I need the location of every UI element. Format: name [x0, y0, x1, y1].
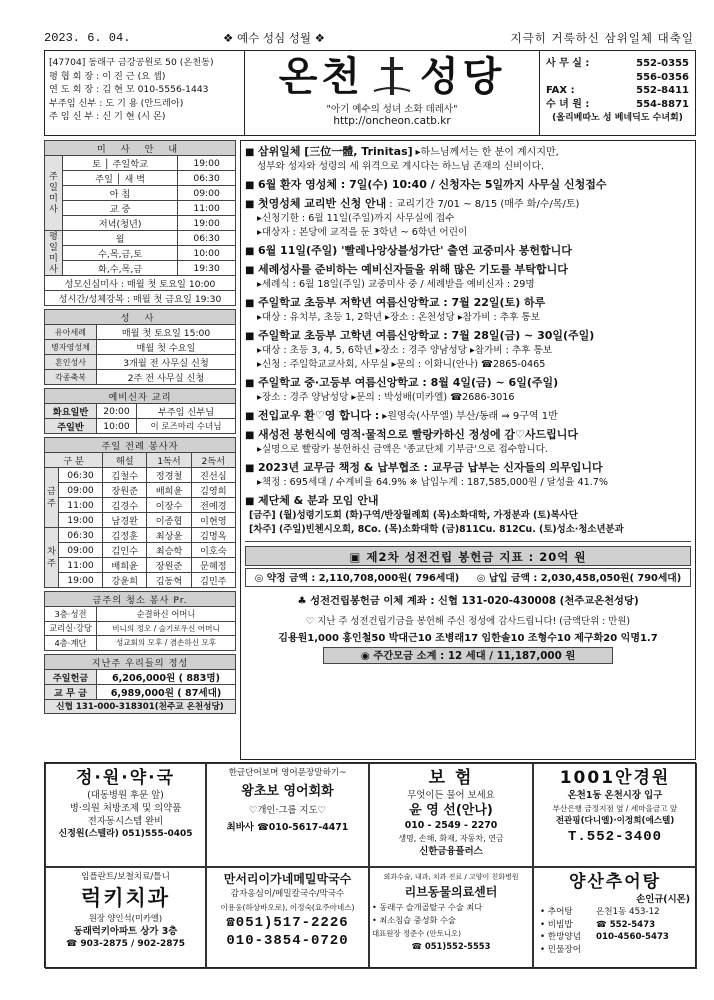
sacrament-name: 유아세례	[45, 325, 97, 340]
pastor: 주 임 신 부 : 신 기 현 (시 몬)	[49, 111, 166, 122]
weekday-row-0: 월	[63, 231, 178, 246]
offering-account: 신협 131-000-318301(천주교 온천성당)	[45, 699, 236, 714]
sacrament-value: 매월 첫 토요일 15:00	[97, 325, 236, 340]
servers-header: 해설	[103, 453, 147, 468]
ad-restaurant: 양산추어탕 손인규(시몬) • 추어탕 • 비빔밥 • 한방양념 • 민물장어 온천1동 453-12 ☎ 552-5473 010-4560-5473	[533, 867, 697, 969]
fund-account: ♣ 성전건립봉헌금 이체 계좌 : 신협 131-020-430008 (천주교온천성당)	[297, 595, 639, 607]
offering-table: 지난주 우리들의 정성 주일헌금 6,206,000원 ( 883명) 교 무 금 6,989,000원 ( 87세대) 신협 131-000-318301(천주교 온천성당)	[44, 654, 236, 715]
contact-convent: 수 녀 원 : 554-8871	[546, 98, 689, 110]
ad-optician: 1001안경원 온천1동 온천시장 입구 부산은행 금정지점 옆 / 세마을금고 앞 전관핑(다니엘)·이정희(에스텔) T.552-3400	[533, 763, 697, 867]
ad-pharmacy: 정·원·약·국 (대동병원 후문 앞) 병·의원 처방조제 및 의약품 전자동시스템 완비 신정원(스텔라) 051)555-0405	[45, 763, 206, 867]
notice-gratitude: ■ 새성전 봉헌식에 영적·물적으로 빨랑카하신 정성에 감♡사드립니다 ▸실명으로 빨랑카 봉헌하신 금액은 '종교단체 기부금'으로 접수합니다.	[245, 428, 691, 457]
sacrament-name: 각종축복	[45, 370, 97, 385]
building-fund	[245, 541, 691, 664]
assistant-priest: 부주임 신부 : 도 기 용 (안드레아)	[49, 97, 184, 109]
council-president: 평 협 회 장 : 이 진 근 (요 셉)	[49, 70, 166, 82]
weekday-row-2: 화,수,목,금	[63, 261, 178, 276]
ad-english: 한글단어보며 영어문장말하기~ 왕초보 영어회화 ♡개인·그룹 지도♡ 최바사 ☎010-5617-4471	[206, 763, 369, 867]
parish-info	[45, 51, 245, 135]
notice-camp-youth: ■ 주일학교 중·고등부 여름신앙학교 : 8월 4일(금) ~ 6일(주일) ▸장소 : 경주 양남성당 ▸문의 : 박성배(미카엘) ☎2686-3016	[245, 376, 691, 405]
marian-mass: 성모신심미사 : 매월 첫 토요일 10:00	[45, 276, 236, 291]
notice-first-communion: ■ 첫영성체 교리반 신청 안내 : 교리기간 7/01 ~ 8/15 (매주 화/수/목/토) ▸신청기한 : 6월 11일(주일)까지 사무실에 접수 ▸대상자 : 본당에 교적을 둔 3학년 ~ 6학년 어린이	[245, 197, 691, 240]
ad-insurance: 보 험 무엇이든 물어 보세요 윤 영 선(안나) 010 - 2549 - 2270 생명, 손해, 화재, 자동차, 연금 신한금융플러스	[369, 763, 533, 867]
class-day: 화요일반	[45, 404, 97, 419]
patron-saint: "아기 예수의 성녀 소화 데레사"	[326, 104, 458, 115]
feast-title: 지극히 거룩하신 삼위일체 대축일	[510, 31, 694, 45]
notice-camp-upper: ■ 주일학교 초등부 고학년 여름신앙학교 : 7월 28일(금) ~ 30일(주일) ▸대상 : 초등 3, 4, 5, 6학년 ▸장소 : 경주 양남성당 ▸참가비 : 추후 통보 ▸신청 : 주일학교교사회, 사무실 ▸문의 : 이화니(안나) ☎2865-0465	[245, 329, 691, 372]
servers-table: 주일 전례 봉사자 구 분 해설 1독서 2독서 금주 06:30 김철수 정경철 진선심 09:00 장원준 배희윤 김영희 11:00 김경수 이장수 전예경 19:00 남경완 이종협 이현영 차주 06:30 김정훈 최상윤 김명옥 09:00 김인수 최승학 이호숙 11:00 배희윤 장원준 문혜정 19:00 강윤희 김동혁 김민주	[44, 437, 236, 588]
fund-thanks: ♡ 지난 주 성전건립기금을 봉헌해 주신 정성에 감사드립니다! (금액단위 : 만원)	[305, 616, 631, 627]
notice-meetings: ■ 제단체 & 분과 모임 안내 [금주] (월)성령기도회 (화)구역/반장월례회 (목)소화대학, 가정분과 (토)복사단 [차주] (주일)빈첸시오회, 8Co. (목)소화대학 (금)811Cu. 812Cu. (토)성소·청소년분과	[245, 494, 691, 537]
sacrament-value: 매월 첫 수요일	[97, 340, 236, 355]
mass-row-4: 저녁(청년)	[63, 216, 178, 231]
this-week-label: 금주	[45, 468, 59, 528]
servers-header: 구 분	[45, 453, 103, 468]
fund-target: ▣ 제2차 성전건립 봉헌금 지표 : 20억 원	[245, 546, 691, 566]
sacrament-value: 3개월 전 사무실 신청	[97, 355, 236, 370]
mass-row-2: 아 침	[63, 186, 178, 201]
fund-donors: 김용원1,000 홍인철50 박대근10 조병래17 임한솔10 조형수10 제구화20 익명1.7	[278, 633, 658, 644]
notice-choir: ■ 6월 11일(주일) '빨레나앙상블성가단' 출연 교중미사 봉헌합니다	[245, 244, 691, 259]
fund-weekly-total: ◉ 주간모금 소계 : 12 세대 / 11,187,000 원	[323, 647, 613, 664]
holy-hour: 성시간/성체강복 : 매월 첫 금요일 19:30	[45, 291, 236, 306]
servers-title: 주일 전례 봉사자	[45, 438, 236, 453]
logo-text-right: 성당	[420, 53, 506, 100]
mass-row-3: 교 중	[63, 201, 178, 216]
parish-logo	[245, 55, 539, 99]
fund-amounts	[245, 568, 691, 587]
parish-address: [47704] 동래구 금강공원로 50 (온천동)	[49, 57, 214, 68]
catechumen-title: 예비신자 교리	[45, 389, 236, 404]
logo-text-left: 온천	[278, 53, 364, 100]
sunday-mass-label: 주일미사	[45, 156, 63, 231]
ad-noodle: 만서리이가네메밀막국수 감자옹심이/메밀칼국수/막국수 이용웅(하상바오로), 이정숙(요주아네스) ☎051)517-2226 010-3854-0720	[206, 867, 369, 969]
notice-tithe: ■ 2023년 교무금 책정 & 납부협조 : 교무금 납부는 신자들의 의무입니다 ▸책정 : 695세대 / 수계비율 64.9% ※ 납입누계 : 187,585,000원 / 달성율 41.7%	[245, 461, 691, 490]
mass-title: 미 사 안 내	[45, 141, 236, 156]
servers-header: 2독서	[191, 453, 235, 468]
notices-column	[240, 140, 696, 760]
notice-baptism: ■ 세례성사를 준비하는 예비신자들을 위해 많은 기도를 부탁합니다 ▸세례식 : 6월 18일(주일) 교중미사 중 / 세례받을 예비신자 : 29명	[245, 263, 691, 292]
next-week-label: 차주	[45, 528, 59, 588]
fund-paid: ◎ 납입 금액 : 2,030,458,050원( 790세대)	[476, 573, 682, 584]
contact-office2: 556-0356	[636, 71, 689, 83]
advertisements	[44, 762, 696, 968]
ad-vet: 외과수술, 내과, 치과 진료 / 고양이 친화병원 리브동물의료센터 • 동래구 슬개골탈구 수술 최다 • 최소침습 중성화 수술 대표원장 정준수 (안토니오) ☎ 051)552-5553	[369, 867, 533, 969]
left-column	[44, 140, 236, 714]
ad-dental: 임플란트/보철치료/틀니 럭키치과 원장 양인석(미카엘) 동래럭키아파트 상가 3층 ☎ 903-2875 / 902-2875	[45, 867, 206, 969]
prayer-president: 연 도 회 장 : 김 현 모 010-5556-1443	[49, 84, 209, 95]
contact-office: 사 무 실 : 552-0355	[546, 58, 689, 69]
sacrament-value: 2주 전 사무실 신청	[97, 370, 236, 385]
contacts	[539, 51, 695, 135]
cleaning-title: 금주의 청소 봉사 Pr.	[45, 592, 236, 607]
month-theme: ❖ 예수 성심 성월 ❖	[223, 31, 325, 45]
contact-fax: FAX : 552-8411	[546, 85, 689, 96]
sacrament-name: 병자영성체	[45, 340, 97, 355]
masthead	[44, 50, 696, 136]
sacrament-name: 혼인성사	[45, 355, 97, 370]
mass-row-1: 주일 │ 새 벽	[63, 171, 178, 186]
mass-row-0: 토 │ 주일학교	[63, 156, 178, 171]
cross-icon	[372, 55, 412, 99]
cleaning-table: 금주의 청소 봉사 Pr. 3층·성전 순결하신 어머니 교리실·강당 비니의 정오 / 슬기로우신 어머니 4층·계단 성교회의 모후 / 겸손하신 모후	[44, 591, 236, 651]
class-day: 주일반	[45, 419, 97, 434]
notice-welcome: ■ 전입교우 환♡영 합니다 : ▸원영숙(사무엘) 부산/동래 ⇒ 9구역 1반	[245, 409, 691, 424]
servers-header: 1독서	[147, 453, 191, 468]
catechumen-table: 예비신자 교리 화요일반 20:00 부주임 신부님 주일반 10:00 이 로즈마리 수녀님	[44, 388, 236, 434]
mass-schedule: 미 사 안 내 주일미사 토 │ 주일학교 19:00 주일 │ 새 벽 06:30 아 침 09:00 교 중 11:00 저녁(청년) 19:00 평일미사 월 06:30 수,목,금,토 10:00 화,수,목,금 19:30 성모신심미사 : 매월 첫 토요일 10:00 성시간/성체강복 : 매월 첫 금요일 19:30	[44, 140, 236, 306]
weekday-mass-label: 평일미사	[45, 231, 63, 276]
weekday-row-1: 수,목,금,토	[63, 246, 178, 261]
offering-title: 지난주 우리들의 정성	[45, 654, 236, 669]
sacraments-table	[44, 309, 236, 385]
notice-sick-communion: ■ 6월 환자 영성체 : 7일(수) 10:40 / 신청자는 5일까지 사무실 신청접수	[245, 178, 691, 193]
fund-pledge: ◎ 약정 금액 : 2,110,708,000원( 796세대)	[254, 573, 460, 584]
convent-name: (올리베따노 성 베네딕도 수녀회)	[552, 113, 683, 123]
logo-block	[245, 51, 539, 135]
top-bar	[44, 27, 694, 49]
issue-date: 2023. 6. 04.	[44, 31, 131, 45]
sacraments-title: 성 사	[45, 310, 236, 325]
website-link[interactable]: http://oncheon.catb.kr	[333, 115, 451, 127]
notice-camp-lower: ■ 주일학교 초등부 저학년 여름신앙학교 : 7월 22일(토) 하루 ▸대상 : 유치부, 초등 1, 2학년 ▸장소 : 온천성당 ▸참가비 : 추후 통보	[245, 296, 691, 325]
notice-trinity: ■ 삼위일체 [三位一體, Trinitas] ▸하느님께서는 한 분이 계시지만, 성부와 성자와 성령의 세 위격으로 계시다는 하느님 존재의 신비이다.	[245, 145, 691, 174]
